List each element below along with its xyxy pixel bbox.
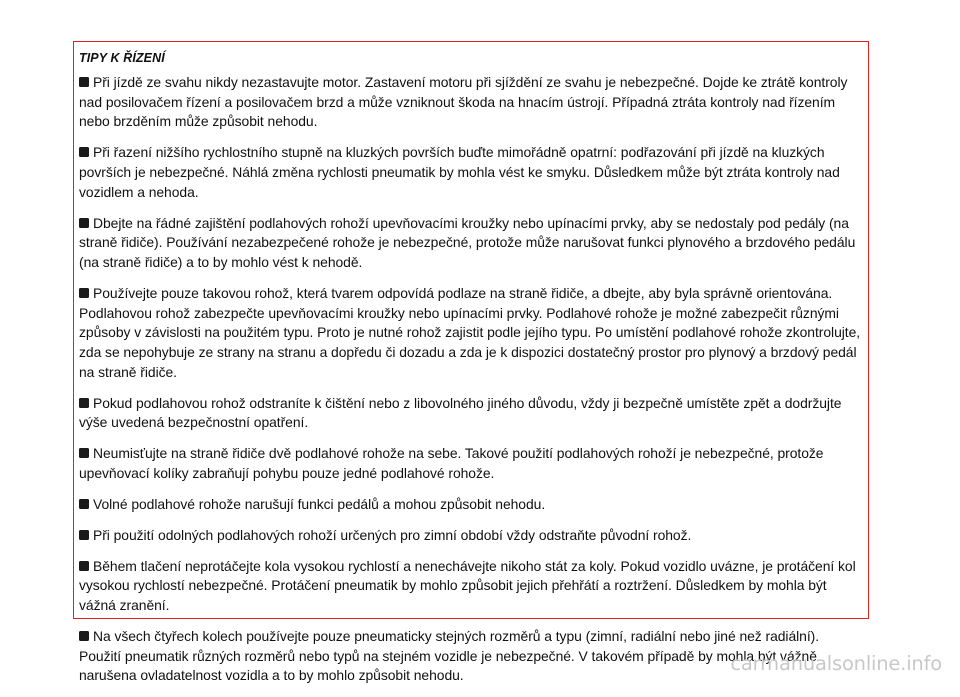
paragraph-9 <box>79 557 864 616</box>
paragraph-text: Pokud podlahovou rohož odstraníte k čištění nebo z libovolného jiného důvodu, vždy ji bezpečně umístěte zpět a dodržujte výše uvedená bezpečnostní opatření. <box>79 394 842 431</box>
square-bullet-icon <box>79 499 89 509</box>
paragraph-5 <box>79 394 864 433</box>
paragraph-6 <box>79 444 864 483</box>
paragraph-text: Dbejte na řádné zajištění podlahových rohoží upevňovacími kroužky nebo upínacími prvky, aby se nedostaly pod pedály (na straně řidiče). Používání nezabezpečené rohože je nebezpečné, protože může narušovat funkci plynového a brzdového pedálu (na straně řidiče) a to by mohlo vést k nehodě. <box>79 214 856 270</box>
paragraph-7 <box>79 495 864 515</box>
paragraph-1 <box>79 73 864 132</box>
paragraph-4 <box>79 284 864 383</box>
square-bullet-icon <box>79 398 89 408</box>
paragraph-3 <box>79 214 864 273</box>
square-bullet-icon <box>79 147 89 157</box>
warning-content <box>79 73 864 697</box>
paragraph-text: Při jízdě ze svahu nikdy nezastavujte motor. Zastavení motoru při sjíždění ze svahu je nebezpečné. Dojde ke ztrátě kontroly nad posilovačem řízení a posilovačem brzd a může vzniknout škoda na hnacím ústrojí. Případná ztráta kontroly nad řízením nebo brzděním může způsobit nehodu. <box>79 74 848 130</box>
square-bullet-icon <box>79 631 89 641</box>
square-bullet-icon <box>79 77 89 87</box>
square-bullet-icon <box>79 561 89 571</box>
watermark-text: carmanualsonline.info <box>730 652 942 675</box>
paragraph-text: Během tlačení neprotáčejte kola vysokou rychlostí a nenechávejte nikoho stát za koly. Pokud vozidlo uvázne, je protáčení kol vysokou rychlostí nebezpečné. Protáčení pneumatik by mohlo způsobit jejich přehřátí a roztržení. Důsledkem by mohla být vážná zranění. <box>79 557 856 613</box>
square-bullet-icon <box>79 530 89 540</box>
paragraph-2 <box>79 143 864 202</box>
square-bullet-icon <box>79 448 89 458</box>
paragraph-text: Při řazení nižšího rychlostního stupně na kluzkých površích buďte mimořádně opatrní: podřazování při jízdě na kluzkých površích je nebezpečné. Náhlá změna rychlosti pneumatik by mohla vést ke smyku. Důsledkem může být ztráta kontroly nad vozidlem a nehoda. <box>79 144 840 200</box>
paragraph-text: Při použití odolných podlahových rohoží určených pro zimní období vždy odstraňte původní rohož. <box>93 526 692 543</box>
paragraph-8 <box>79 526 864 546</box>
warning-heading: TIPY K ŘÍZENÍ <box>79 51 165 65</box>
paragraph-text: Na všech čtyřech kolech používejte pouze pneumaticky stejných rozměrů a typu (zimní, radiální nebo jiné než radiální). Použití pneumatik různých rozměrů nebo typů na stejném vozidle je nebezpečné. V takovém případě by mohla být vážně narušena ovladatelnost vozidla a to by mohlo způsobit nehodu. <box>79 627 820 684</box>
square-bullet-icon <box>79 218 89 228</box>
paragraph-text: Volné podlahové rohože narušují funkci pedálů a mohou způsobit nehodu. <box>93 495 546 512</box>
square-bullet-icon <box>79 288 89 298</box>
paragraph-text: Používejte pouze takovou rohož, která tvarem odpovídá podlaze na straně řidiče, a dbejte, aby byla správně orientována. Podlahovou rohož zabezpečte upevňovacími kroužky nebo upínacími prvky. Podlahové rohože je možné zabezpečit různými způsoby v závislosti na použitém typu. Proto je nutné rohož zajistit podle jejího typu. Po umístění podlahové rohože zkontrolujte, zda se nepohybuje ze strany na stranu a dopředu či dozadu a zda je k dispozici dostatečný prostor pro plynový a brzdový pedál na straně řidiče. <box>79 284 861 380</box>
paragraph-text: Neumisťujte na straně řidiče dvě podlahové rohože na sebe. Takové použití podlahových rohoží je nebezpečné, protože upevňovací kolíky zabraňují pohybu pouze jedné podlahové rohože. <box>79 445 824 481</box>
